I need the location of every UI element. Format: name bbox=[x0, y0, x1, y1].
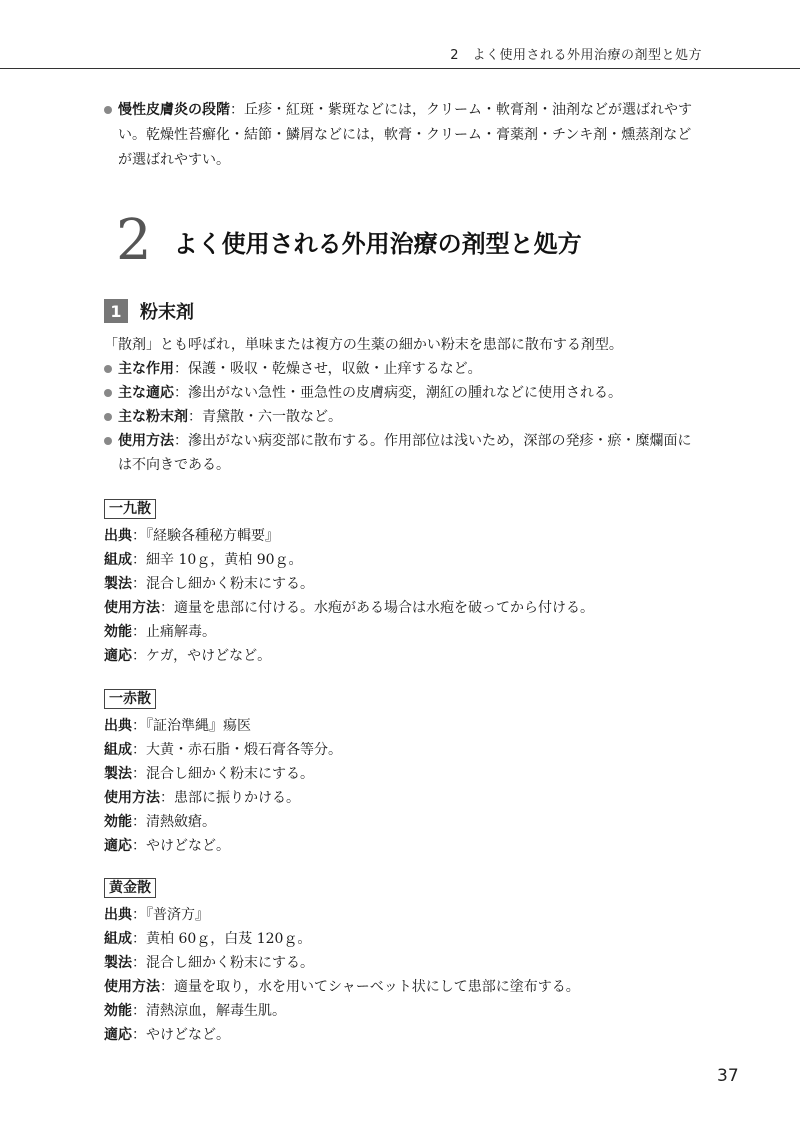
row-value: ：清熱斂瘡。 bbox=[132, 814, 216, 830]
formula-row bbox=[104, 834, 704, 858]
intro-label: 慢性皮膚炎の段階 bbox=[118, 102, 230, 118]
bullet-text: ：滲出がない病変部に散布する。作用部位は浅いため，深部の発疹・瘀・糜爛面に bbox=[174, 433, 692, 449]
row-value: ：適量を患部に付ける。水疱がある場合は水疱を破ってから付ける。 bbox=[160, 600, 594, 616]
row-key: 出典 bbox=[104, 528, 132, 544]
section-number: 2 bbox=[116, 208, 152, 273]
formula-row bbox=[104, 738, 704, 762]
row-value: ：ケガ，やけどなど。 bbox=[132, 648, 272, 664]
intro-line-2: い。乾燥性苔癬化・結節・鱗屑などには，軟膏・クリーム・膏薬剤・チンキ剤・燻蒸剤など bbox=[118, 127, 692, 143]
section-title: よく使用される外用治療の剤型と処方 bbox=[173, 229, 582, 258]
row-value: ：混合し細かく粉末にする。 bbox=[132, 576, 314, 592]
bullet-dot-icon bbox=[104, 437, 112, 445]
page-number: 37 bbox=[717, 1066, 739, 1086]
row-value: ：混合し細かく粉末にする。 bbox=[132, 955, 314, 971]
formula-row bbox=[104, 572, 704, 596]
formula-row bbox=[104, 524, 704, 548]
running-header-title: 2 よく使用される外用治療の剤型と処方 bbox=[450, 48, 702, 63]
formula-row bbox=[104, 762, 704, 786]
formula-row bbox=[104, 810, 704, 834]
bullet-dot-icon bbox=[104, 389, 112, 397]
description-bullet bbox=[104, 357, 708, 381]
row-key: 組成 bbox=[104, 742, 132, 758]
row-key: 出典 bbox=[104, 718, 132, 734]
description-bullet bbox=[104, 429, 708, 453]
row-value: ：混合し細かく粉末にする。 bbox=[132, 766, 314, 782]
row-value: ：黄柏 60ｇ，白芨 120ｇ。 bbox=[132, 931, 312, 947]
subsection-description bbox=[104, 333, 708, 477]
intro-bullet bbox=[104, 98, 704, 123]
row-key: 出典 bbox=[104, 907, 132, 923]
row-key: 使用方法 bbox=[104, 600, 160, 616]
description-bullet bbox=[104, 381, 708, 405]
row-value: ：やけどなど。 bbox=[132, 1027, 230, 1043]
row-value: ：止痛解毒。 bbox=[132, 624, 216, 640]
row-value: ：『証治準縄』瘍医 bbox=[132, 718, 251, 734]
formula-row bbox=[104, 927, 704, 951]
bullet-label: 主な作用 bbox=[118, 361, 174, 377]
row-value: ：『普済方』 bbox=[132, 907, 209, 923]
formula-row bbox=[104, 903, 704, 927]
section-heading bbox=[116, 210, 582, 272]
running-header bbox=[0, 36, 800, 69]
formula-name: 黄金散 bbox=[104, 878, 156, 898]
formula-row bbox=[104, 951, 704, 975]
row-value: ：『経験各種秘方輯要』 bbox=[132, 528, 279, 544]
bullet-label: 使用方法 bbox=[118, 433, 174, 449]
description-text: 「散剤」とも呼ばれ，単味または複方の生薬の細かい粉末を患部に散布する剤型。 bbox=[104, 337, 623, 353]
bullet-label: 主な適応 bbox=[118, 385, 174, 401]
subsection-number: 1 bbox=[104, 299, 128, 323]
row-key: 製法 bbox=[104, 766, 132, 782]
row-value: ：清熱涼血，解毒生肌。 bbox=[132, 1003, 286, 1019]
bullet-label: 主な粉末剤 bbox=[118, 409, 188, 425]
row-value: ：やけどなど。 bbox=[132, 838, 230, 854]
bullet-text: ：保護・吸収・乾燥させ，収斂・止痒するなど。 bbox=[174, 361, 482, 377]
formula-row bbox=[104, 1023, 704, 1047]
row-key: 効能 bbox=[104, 814, 132, 830]
description-bullet bbox=[104, 405, 708, 429]
formula-row bbox=[104, 620, 704, 644]
formula-row bbox=[104, 714, 704, 738]
formula-name: 一九散 bbox=[104, 499, 156, 519]
formula-row bbox=[104, 786, 704, 810]
row-value: ：適量を取り，水を用いてシャーベット状にして患部に塗布する。 bbox=[160, 979, 580, 995]
subsection-heading bbox=[104, 298, 194, 324]
row-key: 使用方法 bbox=[104, 790, 160, 806]
row-value: ：細辛 10ｇ，黄柏 90ｇ。 bbox=[132, 552, 303, 568]
row-key: 使用方法 bbox=[104, 979, 160, 995]
formula-row bbox=[104, 975, 704, 999]
bullet-dot-icon bbox=[104, 413, 112, 421]
row-key: 組成 bbox=[104, 552, 132, 568]
row-key: 適応 bbox=[104, 648, 132, 664]
row-key: 組成 bbox=[104, 931, 132, 947]
subsection-title: 粉末剤 bbox=[140, 302, 194, 323]
row-key: 製法 bbox=[104, 576, 132, 592]
formula-block bbox=[104, 497, 704, 668]
formula-row bbox=[104, 548, 704, 572]
intro-paragraph bbox=[104, 98, 704, 173]
formula-block bbox=[104, 876, 704, 1047]
intro-line-1: ：丘疹・紅斑・紫斑などには，クリーム・軟膏剤・油剤などが選ばれやす bbox=[230, 102, 692, 118]
row-value: ：患部に振りかける。 bbox=[160, 790, 300, 806]
bullet-dot-icon bbox=[104, 106, 112, 114]
formula-row bbox=[104, 644, 704, 668]
row-key: 適応 bbox=[104, 1027, 132, 1043]
bullet-continuation: は不向きである。 bbox=[118, 457, 230, 473]
formula-row bbox=[104, 596, 704, 620]
row-value: ：大黄・赤石脂・煅石膏各等分。 bbox=[132, 742, 342, 758]
row-key: 効能 bbox=[104, 624, 132, 640]
formula-row bbox=[104, 999, 704, 1023]
bullet-dot-icon bbox=[104, 365, 112, 373]
formula-block bbox=[104, 687, 704, 858]
row-key: 適応 bbox=[104, 838, 132, 854]
row-key: 製法 bbox=[104, 955, 132, 971]
formula-name: 一赤散 bbox=[104, 689, 156, 709]
bullet-text: ：青黛散・六一散など。 bbox=[188, 409, 342, 425]
row-key: 効能 bbox=[104, 1003, 132, 1019]
bullet-text: ：滲出がない急性・亜急性の皮膚病変，潮紅の腫れなどに使用される。 bbox=[174, 385, 622, 401]
intro-line-3: が選ばれやすい。 bbox=[118, 152, 230, 168]
